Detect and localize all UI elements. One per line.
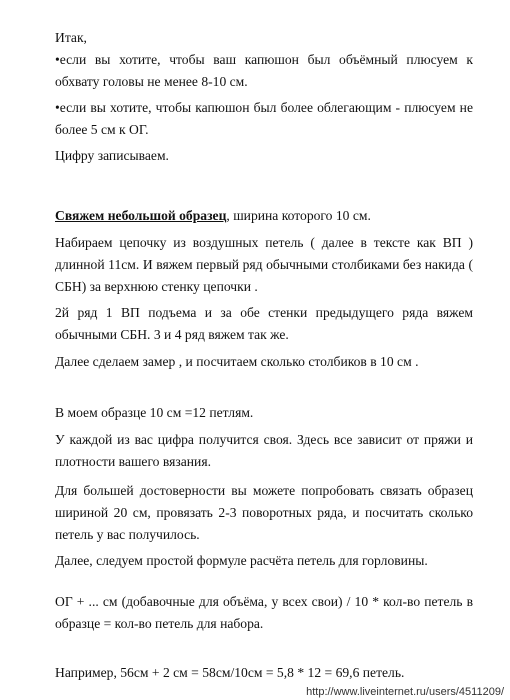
sample-heading: Свяжем небольшой образец	[55, 208, 227, 223]
paragraph-measure: Далее сделаем замер , и посчитаем сколько столбиков в 10 см .	[55, 354, 419, 369]
record-text: Цифру записываем.	[55, 148, 169, 163]
sample-heading-rest: , ширина которого 10 см.	[226, 208, 371, 223]
paragraph-row2: 2й ряд 1 ВП подъема и за обе стенки предыдущего ряда вяжем обычными СБН. 3 и 4 ряд вяжем так же.	[55, 305, 473, 342]
sample-heading-paragraph	[55, 205, 473, 227]
paragraph-chain: Набираем цепочку из воздушных петель ( далее в тексте как ВП ) длинной 11см. И вяжем первый ряд обычными столбиками без накида ( СБН) за верхнюю стенку цепочки .	[55, 235, 473, 294]
paragraph-formula-intro: Далее, следуем простой формуле расчёта петель для горловины.	[55, 553, 428, 568]
paragraph-number: У каждой из вас цифра получится своя. Здесь все зависит от пряжи и плотности вашего вязания.	[55, 432, 473, 469]
paragraph-reliability: Для большей достоверности вы можете попробовать связать образец шириной 20 см, провязать 2-3 поворотных ряда, и посчитать сколько петель у вас получилось.	[55, 483, 473, 542]
paragraph-formula: ОГ + ... см (добавочные для объёма, у всех свои) / 10 * кол-во петель в образце = кол-во петель для набора.	[55, 594, 473, 631]
intro-text: Итак,	[55, 30, 87, 45]
bullet-volume: •если вы хотите, чтобы ваш капюшон был объёмный плюсуем к обхвату головы не менее 8-10 см.	[55, 52, 473, 89]
watermark-url: http://www.liveinternet.ru/users/4511209/	[306, 686, 504, 698]
paragraph-sample-result: В моем образце 10 см =12 петлям.	[55, 405, 254, 420]
paragraph-example: Например, 56см + 2 см = 58см/10см = 5,8 * 12 = 69,6 петель.	[55, 665, 405, 680]
bullet-fitted: •если вы хотите, чтобы капюшон был более облегающим - плюсуем не более 5 см к ОГ.	[55, 100, 473, 137]
